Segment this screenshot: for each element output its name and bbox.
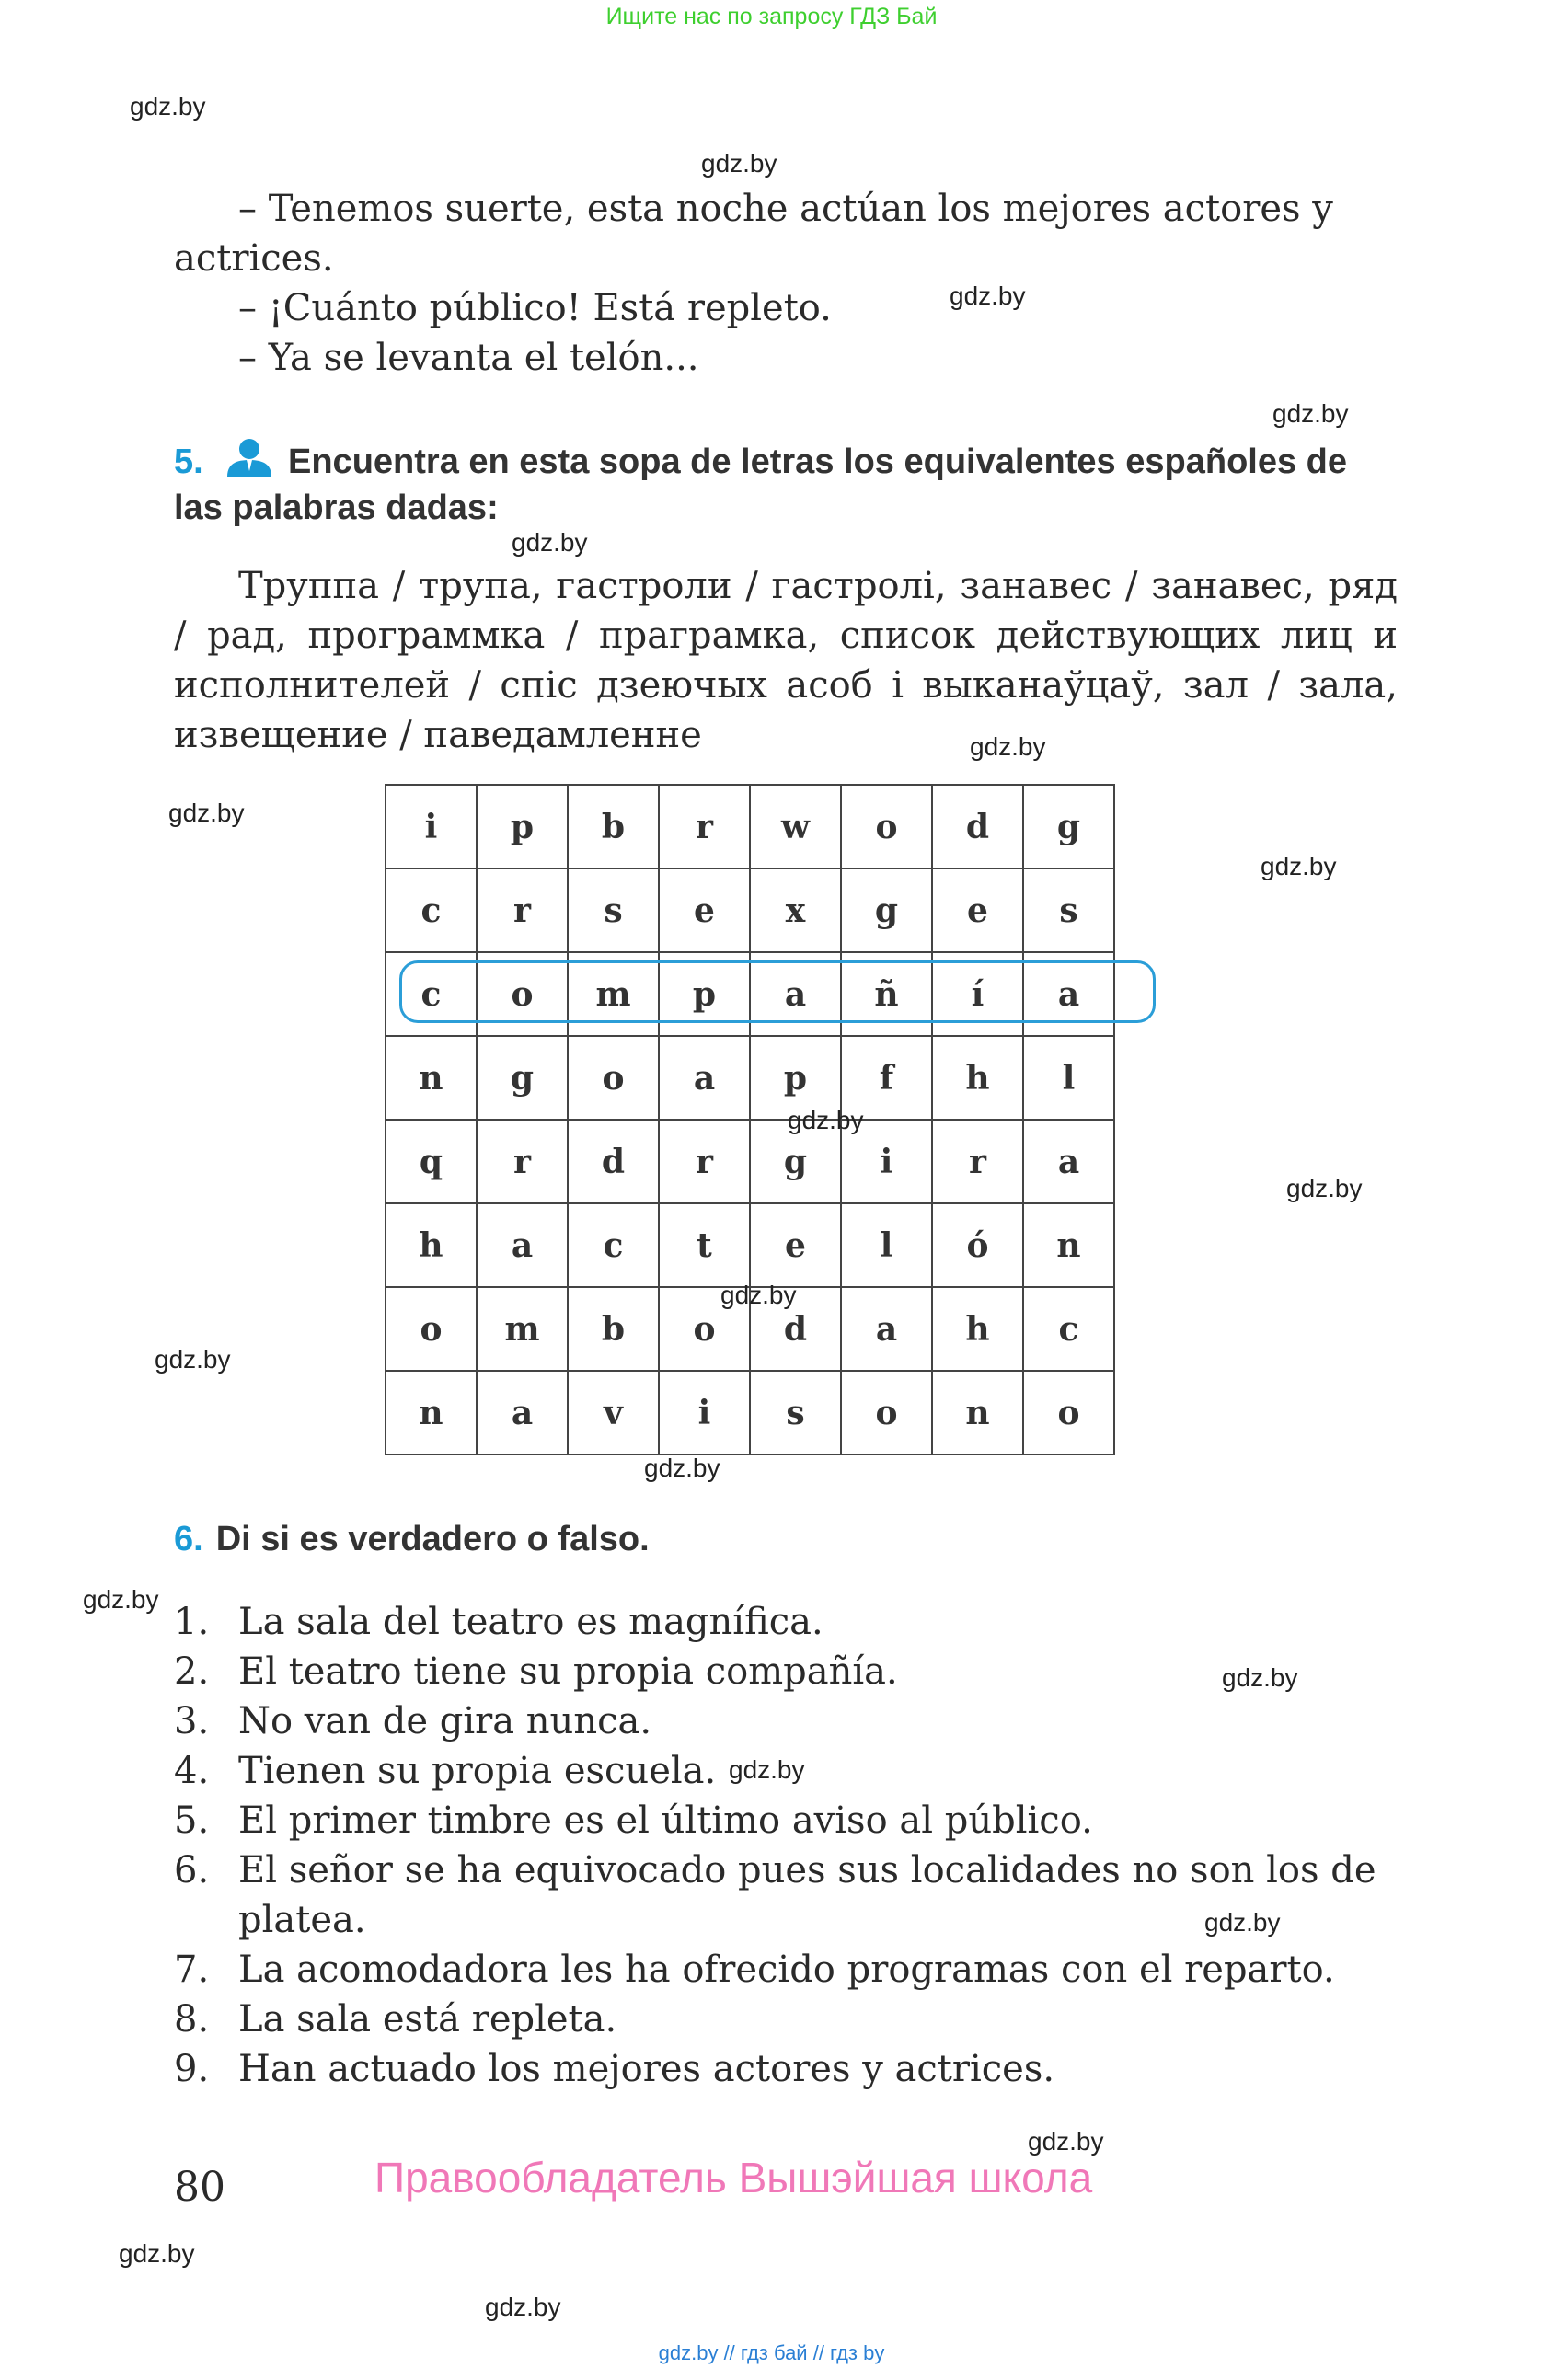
item-number: 4. [174,1750,210,1792]
item-number: 5. [174,1799,210,1842]
grid-row [386,1203,1114,1287]
grid-cell: d [568,1120,659,1203]
task-number: 5. [174,443,203,481]
item-text: La sala está repleta. [238,1998,617,2041]
grid-cell: l [1023,1036,1114,1120]
grid-cell: e [750,1203,841,1287]
grid-cell: r [932,1120,1023,1203]
item-number: 1. [174,1601,210,1643]
watermark: gdz.by [512,528,588,557]
footer-links[interactable]: gdz.by // гдз бай // гдз by [658,2341,885,2364]
grid-cell: p [477,785,568,868]
item-text: Tienen su propia escuela. [238,1750,717,1792]
watermark: gdz.by [119,2239,195,2268]
grid-cell: o [659,1287,750,1371]
grid-cell: m [568,952,659,1036]
grid-cell: i [841,1120,932,1203]
found-word-highlight [399,960,1156,1023]
item-text: El señor se ha equivocado pues sus localidades no son los de platea. [238,1849,1376,1941]
item-number: 6. [174,1849,210,1891]
page-number: 80 [174,2164,225,2211]
grid-cell: a [477,1203,568,1287]
grid-cell: a [477,1371,568,1454]
grid-cell: n [386,1036,477,1120]
list-item [174,1696,1407,1746]
watermark: gdz.by [950,282,1026,310]
grid-cell: r [477,868,568,952]
watermark: gdz.by [168,799,245,827]
item-text: Han actuado los mejores actores y actrices. [238,2048,1055,2090]
grid-cell: a [659,1036,750,1120]
grid-cell: s [750,1371,841,1454]
grid-cell: p [659,952,750,1036]
grid-cell: a [841,1287,932,1371]
grid-cell: h [932,1036,1023,1120]
item-number: 9. [174,2048,210,2090]
task-5-heading [174,438,1402,531]
grid-cell: a [1023,952,1114,1036]
watermark: gdz.by [485,2293,561,2321]
grid-cell: i [386,785,477,868]
grid-cell: a [1023,1120,1114,1203]
grid-cell: x [750,868,841,952]
dialog-block [174,184,1398,383]
grid-cell: v [568,1371,659,1454]
grid-cell: r [659,1120,750,1203]
watermark: gdz.by [788,1106,864,1134]
grid-row [386,1120,1114,1203]
watermark: gdz.by [644,1454,720,1482]
grid-cell: e [932,868,1023,952]
task-6-heading [174,1520,650,1559]
grid-cell: g [1023,785,1114,868]
grid-cell: q [386,1120,477,1203]
item-number: 3. [174,1700,210,1742]
grid-cell: b [568,785,659,868]
grid-cell: n [932,1371,1023,1454]
grid-cell: o [386,1287,477,1371]
grid-row [386,1371,1114,1454]
word-list-text: Труппа / трупа, гастроли / гастролі, занавес / занавес, ряд / рад, программка / праграмка, список действующих лиц и исполнителей / спіс дзеючых асоб і выканаўцаў, зал / зала, извещение / паведамленне [174,565,1398,756]
grid-cell: w [750,785,841,868]
grid-cell: e [659,868,750,952]
grid-cell: a [750,952,841,1036]
grid-cell: m [477,1287,568,1371]
grid-cell: d [750,1287,841,1371]
task-title: Di si es verdadero o falso. [215,1520,650,1558]
item-text: La acomodadora les ha ofrecido programas con el reparto. [238,1949,1335,1991]
list-item [174,1945,1407,1995]
grid-cell: h [386,1203,477,1287]
copyright-notice: Правообладатель Вышэйшая школа [374,2154,1093,2202]
watermark: gdz.by [1261,852,1337,880]
grid-cell: t [659,1203,750,1287]
watermark: gdz.by [155,1345,231,1374]
grid-row [386,1036,1114,1120]
grid-cell: s [568,868,659,952]
watermark: gdz.by [1028,2127,1104,2156]
watermark: gdz.by [720,1281,797,1309]
watermark: gdz.by [1286,1174,1363,1202]
grid-cell: l [841,1203,932,1287]
grid-cell: b [568,1287,659,1371]
item-text: El primer timbre es el último aviso al público. [238,1799,1093,1842]
grid-cell: d [932,785,1023,868]
watermark: gdz.by [701,149,777,178]
word-search-grid [385,784,1115,1455]
grid-cell: f [841,1036,932,1120]
dialog-line: – Tenemos suerte, esta noche actúan los mejores actores y [238,188,1333,230]
list-item [174,2044,1407,2094]
watermark: gdz.by [1272,399,1349,428]
grid-cell: í [932,952,1023,1036]
item-number: 2. [174,1650,210,1693]
dialog-line: actrices. [174,237,334,280]
watermark: gdz.by [970,732,1046,761]
grid-cell: i [659,1371,750,1454]
grid-cell: n [386,1371,477,1454]
grid-cell: h [932,1287,1023,1371]
list-item [174,1796,1407,1845]
list-item [174,1597,1407,1647]
grid-cell: o [1023,1371,1114,1454]
grid-row [386,868,1114,952]
watermark: gdz.by [1222,1663,1298,1692]
item-number: 7. [174,1949,210,1991]
grid-cell: ó [932,1203,1023,1287]
grid-cell: o [568,1036,659,1120]
grid-row [386,785,1114,868]
task-number: 6. [174,1520,203,1558]
grid-cell: c [386,952,477,1036]
watermark: gdz.by [729,1755,805,1784]
top-banner[interactable]: Ищите нас по запросу ГДЗ Бай [605,4,938,29]
grid-cell: g [750,1120,841,1203]
grid-cell: n [1023,1203,1114,1287]
watermark: gdz.by [1204,1908,1281,1937]
item-text: El teatro tiene su propia compañía. [238,1650,898,1693]
grid-cell: p [750,1036,841,1120]
grid-cell: s [1023,868,1114,952]
item-number: 8. [174,1998,210,2041]
grid-cell: ñ [841,952,932,1036]
grid-cell: g [477,1036,568,1120]
grid-cell: o [477,952,568,1036]
item-text: La sala del teatro es magnífica. [238,1601,823,1643]
dialog-line: – ¡Cuánto público! Está repleto. [238,287,832,329]
grid-cell: c [1023,1287,1114,1371]
grid-cell: g [841,868,932,952]
watermark: gdz.by [83,1585,159,1614]
item-text: No van de gira nunca. [238,1700,652,1742]
grid-cell: r [477,1120,568,1203]
grid-cell: c [386,868,477,952]
grid-cell: o [841,785,932,868]
person-icon [224,438,275,477]
grid-cell: c [568,1203,659,1287]
grid-cell: o [841,1371,932,1454]
dialog-line: – Ya se levanta el telón... [238,337,699,379]
list-item [174,1995,1407,2044]
watermark: gdz.by [130,92,206,121]
grid-cell: r [659,785,750,868]
word-list [174,561,1398,760]
task-title: Encuentra en esta sopa de letras los equivalentes españoles de las palabras dadas: [174,443,1348,527]
